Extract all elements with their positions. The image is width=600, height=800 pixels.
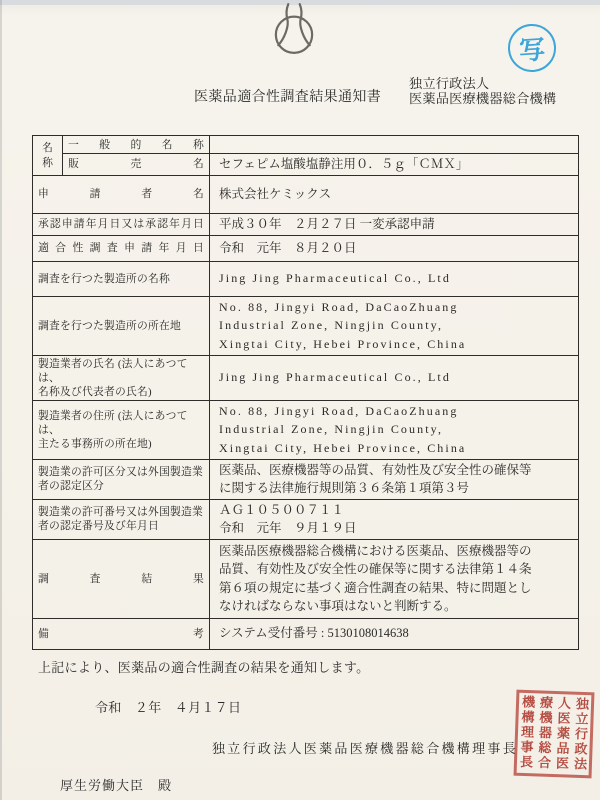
row-approval-application-date (33, 213, 579, 235)
license-category-value: 医薬品、医療機器等の品質、有効性及び安全性の確保等 に関する法律施行規則第３６条第１項第３号 (210, 459, 579, 499)
conformity-date-value: 令和 元年 ８月２０日 (210, 235, 579, 261)
notification-statement: 上記により、医薬品の適合性調査の結果を通知します。 (38, 660, 370, 675)
row-manufacturer-name (33, 355, 579, 400)
brand-name-value: セフェピム塩酸塩静注用０．５ｇ「ＣＭＸ」 (210, 154, 579, 176)
org-name-line1: 独立行政法人 (409, 76, 490, 91)
remarks-value: システム受付番号 : 5130108014638 (210, 618, 579, 649)
row-remarks (33, 618, 579, 649)
license-number-label: 製造業の許可番号又は外国製造業 者の認定番号及び年月日 (33, 499, 210, 539)
investigation-result-table (32, 135, 579, 650)
row-applicant (33, 175, 579, 213)
row-investigation-result (33, 539, 579, 618)
scan-edge-artifact-left (0, 0, 2, 800)
manufacturer-name-label: 製造業者の氏名 (法人にあつては、 名称及び代表者の氏名) (33, 355, 210, 400)
generic-name-label: 一般的名称 (63, 136, 210, 154)
site-name-label: 調査を行つた製造所の名称 (33, 261, 210, 296)
copy-stamp-character: 写 (518, 34, 547, 66)
row-brand-name (33, 154, 579, 176)
recipient-line: 厚生労働大臣 殿 (60, 778, 173, 793)
applicant-label: 申請者名 (33, 175, 210, 213)
row-inspected-site-name (33, 261, 579, 296)
site-name-value: Jing Jing Pharmaceutical Co., Ltd (210, 261, 579, 296)
issuing-organization (409, 76, 556, 106)
row-generic-name (33, 136, 579, 154)
site-address-label: 調査を行つた製造所の所在地 (33, 296, 210, 355)
investigation-result-label: 調査結果 (33, 539, 210, 618)
manufacturer-address-value: No. 88, Jingyi Road, DaCaoZhuang Industrial Zone, Ningjin County, Xingtai City, Hebei Province, China (210, 400, 579, 459)
row-license-category (33, 459, 579, 499)
official-red-seal: 独立行政法 人医薬品医 療機器総合 機構理事長 (514, 690, 595, 779)
org-name-line2: 医薬品医療機器総合機構 (409, 91, 557, 106)
brand-name-label: 販売名 (63, 154, 210, 176)
name-group-header-cell: 名 称 (33, 136, 63, 176)
license-number-value: ＡＧ１０５００７１１ 令和 元年 ９月１９日 (210, 499, 579, 539)
document-title: 医薬品適合性調査結果通知書 (194, 90, 382, 105)
manufacturer-address-label: 製造業者の住所 (法人にあつては、 主たる事務所の所在地) (33, 400, 210, 459)
row-inspected-site-address (33, 296, 579, 355)
issuer-signature-line: 独立行政法人医薬品医療機器総合機構理事長 (212, 741, 519, 756)
pmda-logo-icon (273, 2, 315, 56)
conformity-date-label: 適合性調査申請年月日 (33, 235, 210, 261)
investigation-result-value: 医薬品医療機器総合機構における医薬品、医療機器等の 品質、有効性及び安全性の確保等に関する法律第１４条 第６項の規定に基づく適合性調査の結果、特に問題とし なければならない事項はないと判断する。 (210, 539, 579, 618)
license-category-label: 製造業の許可区分又は外国製造業 者の認定区分 (33, 459, 210, 499)
copy-stamp-seal (506, 22, 557, 73)
issue-date: 令和 ２年 ４月１７日 (95, 700, 242, 715)
remarks-label: 備考 (33, 618, 210, 649)
applicant-value: 株式会社ケミックス (210, 175, 579, 213)
generic-name-value (210, 136, 579, 154)
manufacturer-name-value: Jing Jing Pharmaceutical Co., Ltd (210, 355, 579, 400)
row-manufacturer-address (33, 400, 579, 459)
approval-date-label: 承認申請年月日又は承認年月日 (33, 213, 210, 235)
site-address-value: No. 88, Jingyi Road, DaCaoZhuang Industrial Zone, Ningjin County, Xingtai City, Hebei Province, China (210, 296, 579, 355)
approval-date-value: 平成３０年 ２月２７日 一変承認申請 (210, 213, 579, 235)
row-license-number (33, 499, 579, 539)
row-conformity-application-date (33, 235, 579, 261)
